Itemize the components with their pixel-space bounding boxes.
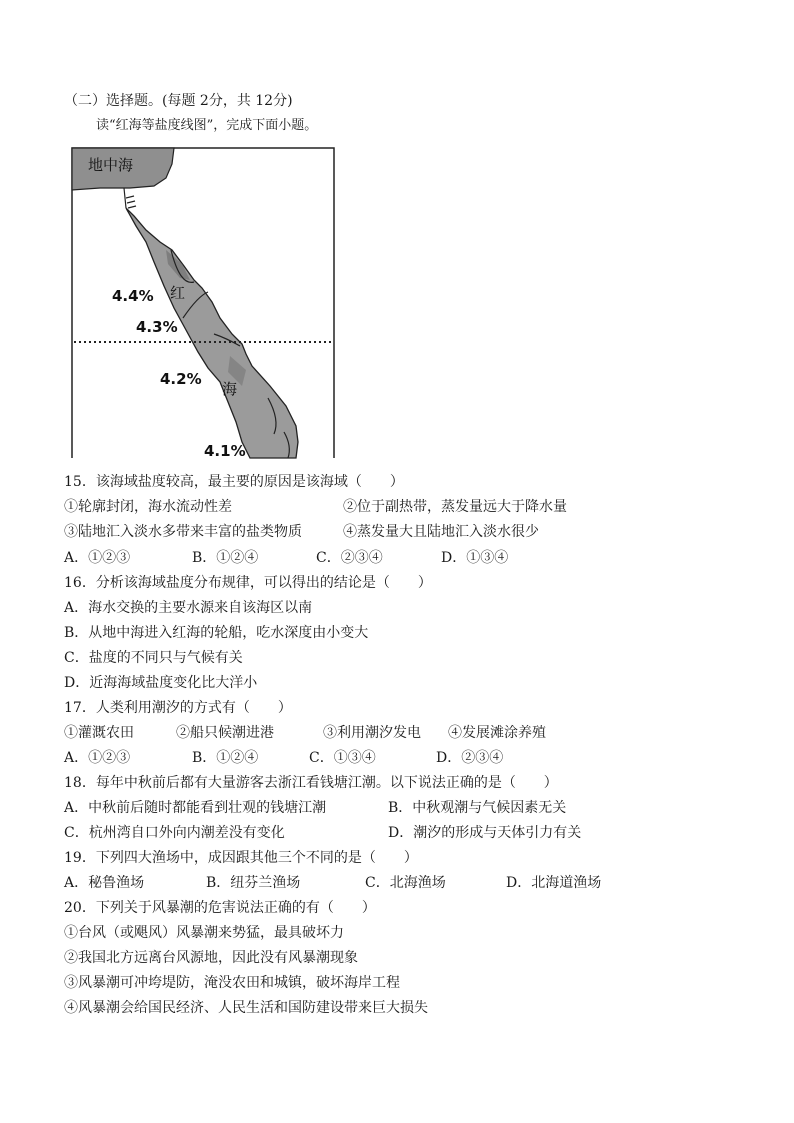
q15-statement-4: ④蒸发量大且陆地汇入淡水很少 bbox=[343, 524, 539, 540]
q20-statement-1: ①台风（或飓风）风暴潮来势猛，最具破坏力 bbox=[64, 925, 344, 941]
q18-stem: 18．每年中秋前后都有大量游客去浙江看钱塘江潮。以下说法正确的是（ ） bbox=[64, 775, 558, 791]
q16-option-c[interactable]: C．盐度的不同只与气候有关 bbox=[64, 650, 243, 666]
q17-statement-4: ④发展滩涂养殖 bbox=[448, 725, 546, 741]
q17-option-b[interactable]: B．①②④ bbox=[192, 750, 259, 766]
q18-option-a[interactable]: A．中秋前后随时都能看到壮观的钱塘江潮 bbox=[64, 800, 327, 816]
q15-statement-3: ③陆地汇入淡水多带来丰富的盐类物质 bbox=[64, 524, 302, 540]
q19-option-b[interactable]: B．纽芬兰渔场 bbox=[206, 875, 301, 891]
q17-stem: 17．人类利用潮汐的方式有（ ） bbox=[64, 700, 292, 716]
q16-option-a[interactable]: A．海水交换的主要水源来自该海区以南 bbox=[64, 600, 313, 616]
q18-option-d[interactable]: D．潮汐的形成与天体引力有关 bbox=[388, 825, 582, 841]
q16-option-d[interactable]: D．近海海域盐度变化比大洋小 bbox=[64, 675, 258, 691]
salinity-label-4: 4.1% bbox=[204, 442, 246, 460]
suez-canal-mark bbox=[124, 188, 136, 208]
q20-statement-3: ③风暴潮可冲垮堤防，淹没农田和城镇，破坏海岸工程 bbox=[64, 975, 400, 991]
salinity-label-3: 4.2% bbox=[160, 370, 202, 388]
salinity-label-1: 4.4% bbox=[112, 287, 154, 305]
q16-stem: 16．分析该海域盐度分布规律，可以得出的结论是（ ） bbox=[64, 575, 432, 591]
q15-option-a[interactable]: A．①②③ bbox=[64, 550, 131, 566]
q18-option-b[interactable]: B．中秋观潮与气候因素无关 bbox=[388, 800, 567, 816]
red-sea-salinity-map bbox=[70, 146, 336, 460]
q15-stem: 15．该海域盐度较高，最主要的原因是该海域（ ） bbox=[64, 474, 404, 490]
q15-option-c[interactable]: C．②③④ bbox=[316, 550, 383, 566]
q19-option-a[interactable]: A．秘鲁渔场 bbox=[64, 875, 145, 891]
mediterranean-label: 地中海 bbox=[88, 156, 134, 174]
q19-option-d[interactable]: D．北海道渔场 bbox=[506, 875, 602, 891]
q17-statement-2: ②船只候潮进港 bbox=[176, 725, 274, 741]
q16-option-b[interactable]: B．从地中海进入红海的轮船，吃水深度由小变大 bbox=[64, 625, 369, 641]
q17-option-a[interactable]: A．①②③ bbox=[64, 750, 131, 766]
q20-statement-4: ④风暴潮会给国民经济、人民生活和国防建设带来巨大损失 bbox=[64, 1000, 428, 1016]
map-instruction: 读“红海等盐度线图”，完成下面小题。 bbox=[96, 118, 318, 133]
q19-stem: 19．下列四大渔场中，成因跟其他三个不同的是（ ） bbox=[64, 850, 418, 866]
q17-option-d[interactable]: D．②③④ bbox=[436, 750, 504, 766]
salinity-label-2: 4.3% bbox=[136, 318, 178, 336]
section-title: （二）选择题。(每题 2分，共 12分) bbox=[64, 93, 293, 109]
q17-option-c[interactable]: C．①③④ bbox=[309, 750, 376, 766]
q20-stem: 20．下列关于风暴潮的危害说法正确的有（ ） bbox=[64, 900, 376, 916]
sea-label: 海 bbox=[222, 380, 238, 398]
q18-option-c[interactable]: C．杭州湾自口外向内潮差没有变化 bbox=[64, 825, 285, 841]
q20-statement-2: ②我国北方远离台风源地，因此没有风暴潮现象 bbox=[64, 950, 358, 966]
q17-statement-1: ①灌溉农田 bbox=[64, 725, 134, 741]
q15-statement-1: ①轮廓封闭，海水流动性差 bbox=[64, 499, 232, 515]
q17-statement-3: ③利用潮汐发电 bbox=[323, 725, 421, 741]
q15-option-d[interactable]: D．①③④ bbox=[441, 550, 509, 566]
q19-option-c[interactable]: C．北海渔场 bbox=[365, 875, 446, 891]
q15-statement-2: ②位于副热带，蒸发量远大于降水量 bbox=[343, 499, 567, 515]
red-label: 红 bbox=[170, 284, 186, 302]
q15-option-b[interactable]: B．①②④ bbox=[192, 550, 259, 566]
